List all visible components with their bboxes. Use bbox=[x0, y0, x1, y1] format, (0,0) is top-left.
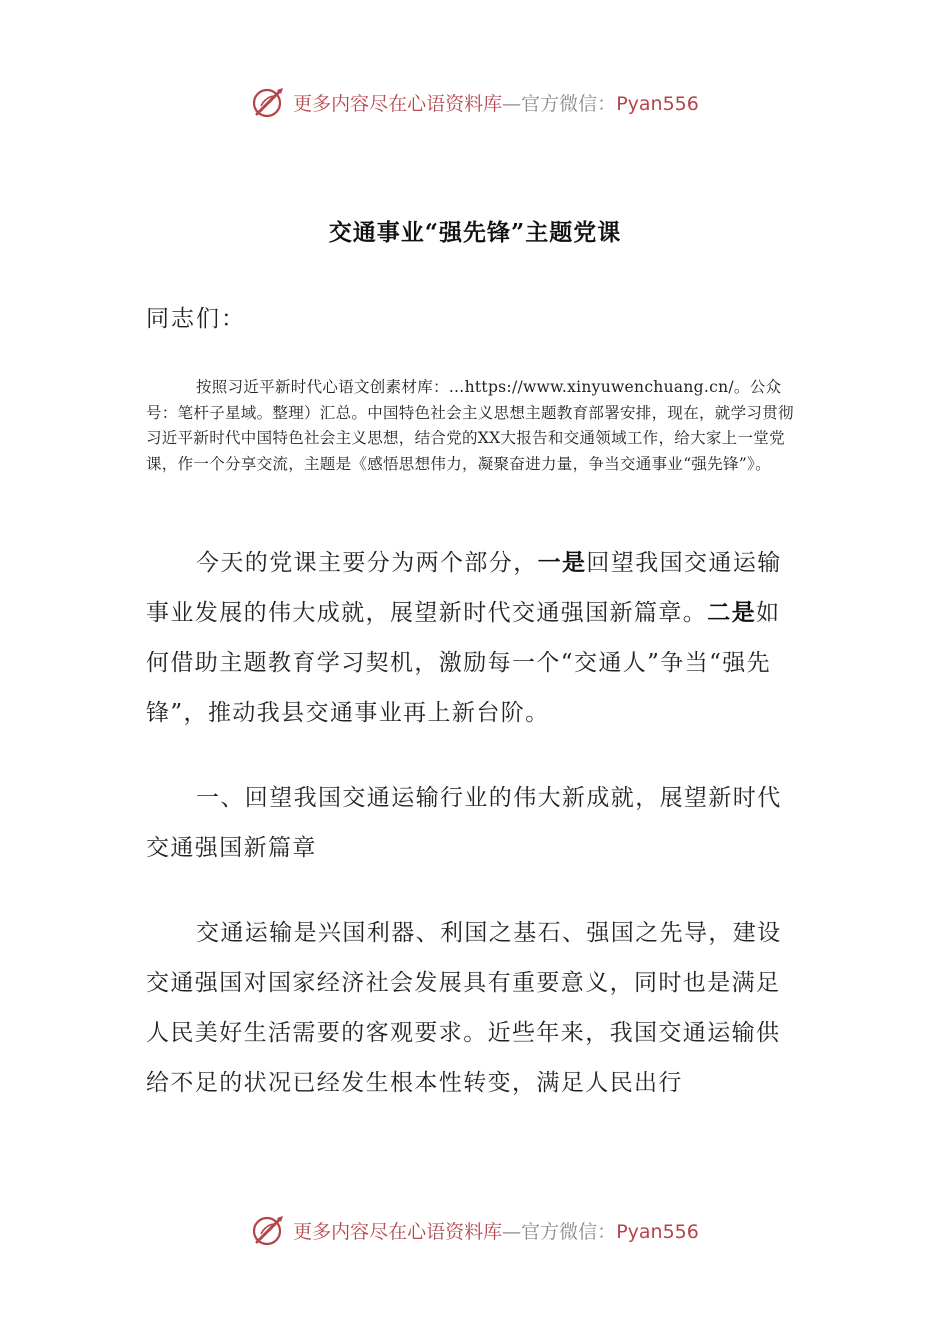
section1-paragraph: 交通运输是兴国利器、利国之基石、强国之先导，建设交通强国对国家经济社会发展具有重要意义，同时也是满足人民美好生活需要的客观要求。近些年来，我国交通运输供给不足的状况已经发生根本性转变，满足人民出行 bbox=[146, 920, 782, 1096]
header-banner-text bbox=[293, 89, 699, 116]
header-banner-slogan: 更多内容尽在心语资料库 bbox=[293, 92, 503, 115]
header-banner-dash: — bbox=[502, 92, 522, 115]
pen-logo-icon bbox=[251, 84, 287, 120]
overview-bold2: 二是 bbox=[707, 599, 757, 626]
footer-banner-account: Pyan556 bbox=[616, 1220, 699, 1243]
intro-paragraph: 按照习近平新时代心语文创素材库：…https://www.xinyuwenchuang.cn/。公众号：笔杆子星域。整理）汇总。中国特色社会主义思想主题教育部署安排，现在，就学习贯彻习近平新时代中国特色社会主义思想，结合党的XX大报告和交通领域工作，给大家上一堂党课，作一个分享交流，主题是《感悟思想伟力，凝聚奋进力量，争当交通事业“强先锋”》。 bbox=[146, 378, 794, 473]
overview-paragraph bbox=[146, 538, 786, 738]
header-banner-account: Pyan556 bbox=[616, 92, 699, 115]
header-banner-wechat-label: 官方微信： bbox=[521, 92, 617, 115]
section1-heading: 一、回望我国交通运输行业的伟大新成就，展望新时代交通强国新篇章 bbox=[146, 785, 782, 861]
footer-banner-text bbox=[293, 1217, 699, 1244]
footer-banner-wechat-label: 官方微信： bbox=[521, 1220, 617, 1243]
overview-seg1: 今天的党课主要分为两个部分， bbox=[196, 550, 538, 576]
overview-seg2: 回望我国交通运输事业发展的伟大成就，展望新时代交通强国新篇章。 bbox=[146, 550, 782, 626]
overview-seg3: 如何借助主题教育学习契机，激励每一个“交通人”争当“强先锋”，推动我县交通事业再上新台阶。 bbox=[146, 600, 781, 726]
header-banner bbox=[0, 80, 950, 124]
header-banner-inner bbox=[251, 84, 699, 120]
pen-logo-icon bbox=[251, 1212, 287, 1248]
footer-banner-dash: — bbox=[502, 1220, 522, 1243]
document-title: 交通事业“强先锋”主题党课 bbox=[328, 219, 622, 246]
footer-banner bbox=[0, 1208, 950, 1252]
footer-banner-inner bbox=[251, 1212, 699, 1248]
footer-banner-slogan: 更多内容尽在心语资料库 bbox=[293, 1220, 503, 1243]
greeting: 同志们： bbox=[146, 306, 246, 332]
overview-bold1: 一是 bbox=[537, 549, 587, 576]
